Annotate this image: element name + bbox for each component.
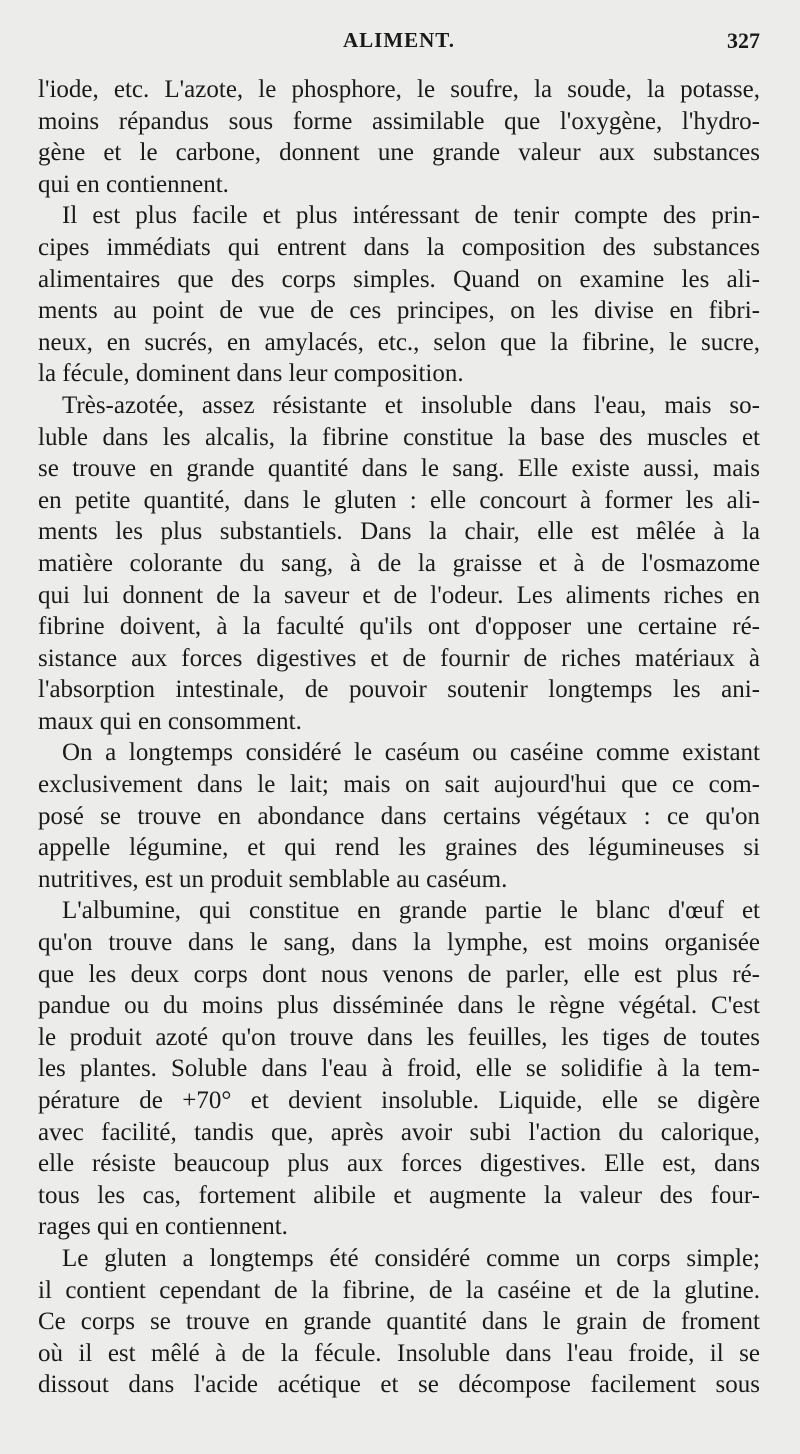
text-line: maux qui en consomment. [38, 707, 302, 735]
text-line: rages qui en contiennent. [38, 1213, 288, 1241]
text-line: nutritives, est un produit semblable au caséum. [38, 865, 508, 893]
text-line: elle résiste beaucoup plus aux forces digestives. Elle est, dans [38, 1150, 760, 1178]
text-line: ments les plus substantiels. Dans la chair, elle est mêlée à la [38, 518, 760, 546]
text-line: l'absorption intestinale, de pouvoir soutenir longtemps les ani- [38, 676, 760, 704]
text-line: il contient cependant de la fibrine, de la caséine et de la glutine. [38, 1276, 760, 1304]
text-line: la fécule, dominent dans leur composition. [38, 360, 464, 388]
text-line: tous les cas, fortement alibile et augmente la valeur des four- [38, 1181, 760, 1209]
text-line: Très-azotée, assez résistante et insoluble dans l'eau, mais so- [62, 391, 760, 419]
text-line: matière colorante du sang, à de la graisse et à de l'osmazome [38, 549, 760, 577]
text-line: qu'on trouve dans le sang, dans la lymphe, est moins organisée [38, 929, 760, 957]
text-line: fibrine doivent, à la faculté qu'ils ont d'opposer une certaine ré- [38, 613, 760, 641]
paragraph [38, 895, 760, 1243]
text-line: se trouve en grande quantité dans le sang. Elle existe aussi, mais [38, 455, 760, 483]
text-line: Il est plus facile et plus intéressant de tenir compte des prin- [62, 202, 760, 230]
text-line: en petite quantité, dans le gluten : elle concourt à former les ali- [38, 486, 760, 514]
text-line: dissout dans l'acide acétique et se décompose facilement sous [38, 1371, 760, 1399]
text-line: gène et le carbone, donnent une grande valeur aux substances [38, 139, 760, 167]
text-line: exclusivement dans le lait; mais on sait aujourd'hui que ce com- [38, 771, 760, 799]
text-line: le produit azoté qu'on trouve dans les feuilles, les tiges de toutes [38, 1023, 760, 1051]
text-line: l'iode, etc. L'azote, le phosphore, le soufre, la soude, la potasse, [38, 76, 760, 103]
paragraph [38, 390, 760, 738]
text-line: luble dans les alcalis, la fibrine constitue la base des muscles et [38, 423, 760, 451]
text-line: On a longtemps considéré le caséum ou caséine comme existant [62, 739, 760, 767]
text-line: pérature de +70° et devient insoluble. Liquide, elle se digère [38, 1087, 760, 1114]
paragraph [38, 1243, 760, 1401]
paragraph [38, 737, 760, 895]
paragraph [38, 74, 760, 200]
text-line: alimentaires que des corps simples. Quand on examine les ali- [38, 265, 760, 293]
body-text [38, 74, 760, 1401]
text-line: neux, en sucrés, en amylacés, etc., selon que la fibrine, le sucre, [38, 328, 760, 356]
text-line: les plantes. Soluble dans l'eau à froid, elle se solidifie à la tem- [38, 1055, 760, 1083]
page-header [38, 28, 760, 64]
running-title: ALIMENT. [342, 28, 456, 52]
text-line: sistance aux forces digestives et de fournir de riches matériaux à [38, 644, 760, 672]
text-line: ments au point de vue de ces principes, on les divise en fibri- [38, 297, 760, 325]
text-line: posé se trouve en abondance dans certains végétaux : ce qu'on [38, 802, 760, 830]
text-line: pandue ou du moins plus disséminée dans le règne végétal. C'est [38, 992, 760, 1020]
text-line: Le gluten a longtemps été considéré comme un corps simple; [62, 1244, 760, 1272]
text-line: appelle légumine, et qui rend les graines des légumineuses si [38, 834, 760, 862]
text-line: qui en contiennent. [38, 170, 229, 198]
text-line: moins répandus sous forme assimilable que l'oxygène, l'hydro- [38, 107, 760, 135]
page-number: 327 [727, 28, 760, 53]
text-line: Ce corps se trouve en grande quantité dans le grain de froment [38, 1308, 760, 1336]
paragraph [38, 200, 760, 390]
text-line: avec facilité, tandis que, après avoir subi l'action du calorique, [38, 1118, 760, 1146]
text-line: L'albumine, qui constitue en grande partie le blanc d'œuf et [62, 897, 760, 925]
text-line: où il est mêlé à de la fécule. Insoluble dans l'eau froide, il se [38, 1339, 760, 1367]
text-line: qui lui donnent de la saveur et de l'odeur. Les aliments riches en [38, 581, 760, 609]
text-line: cipes immédiats qui entrent dans la composition des substances [38, 233, 760, 261]
text-line: que les deux corps dont nous venons de parler, elle est plus ré- [38, 960, 760, 988]
